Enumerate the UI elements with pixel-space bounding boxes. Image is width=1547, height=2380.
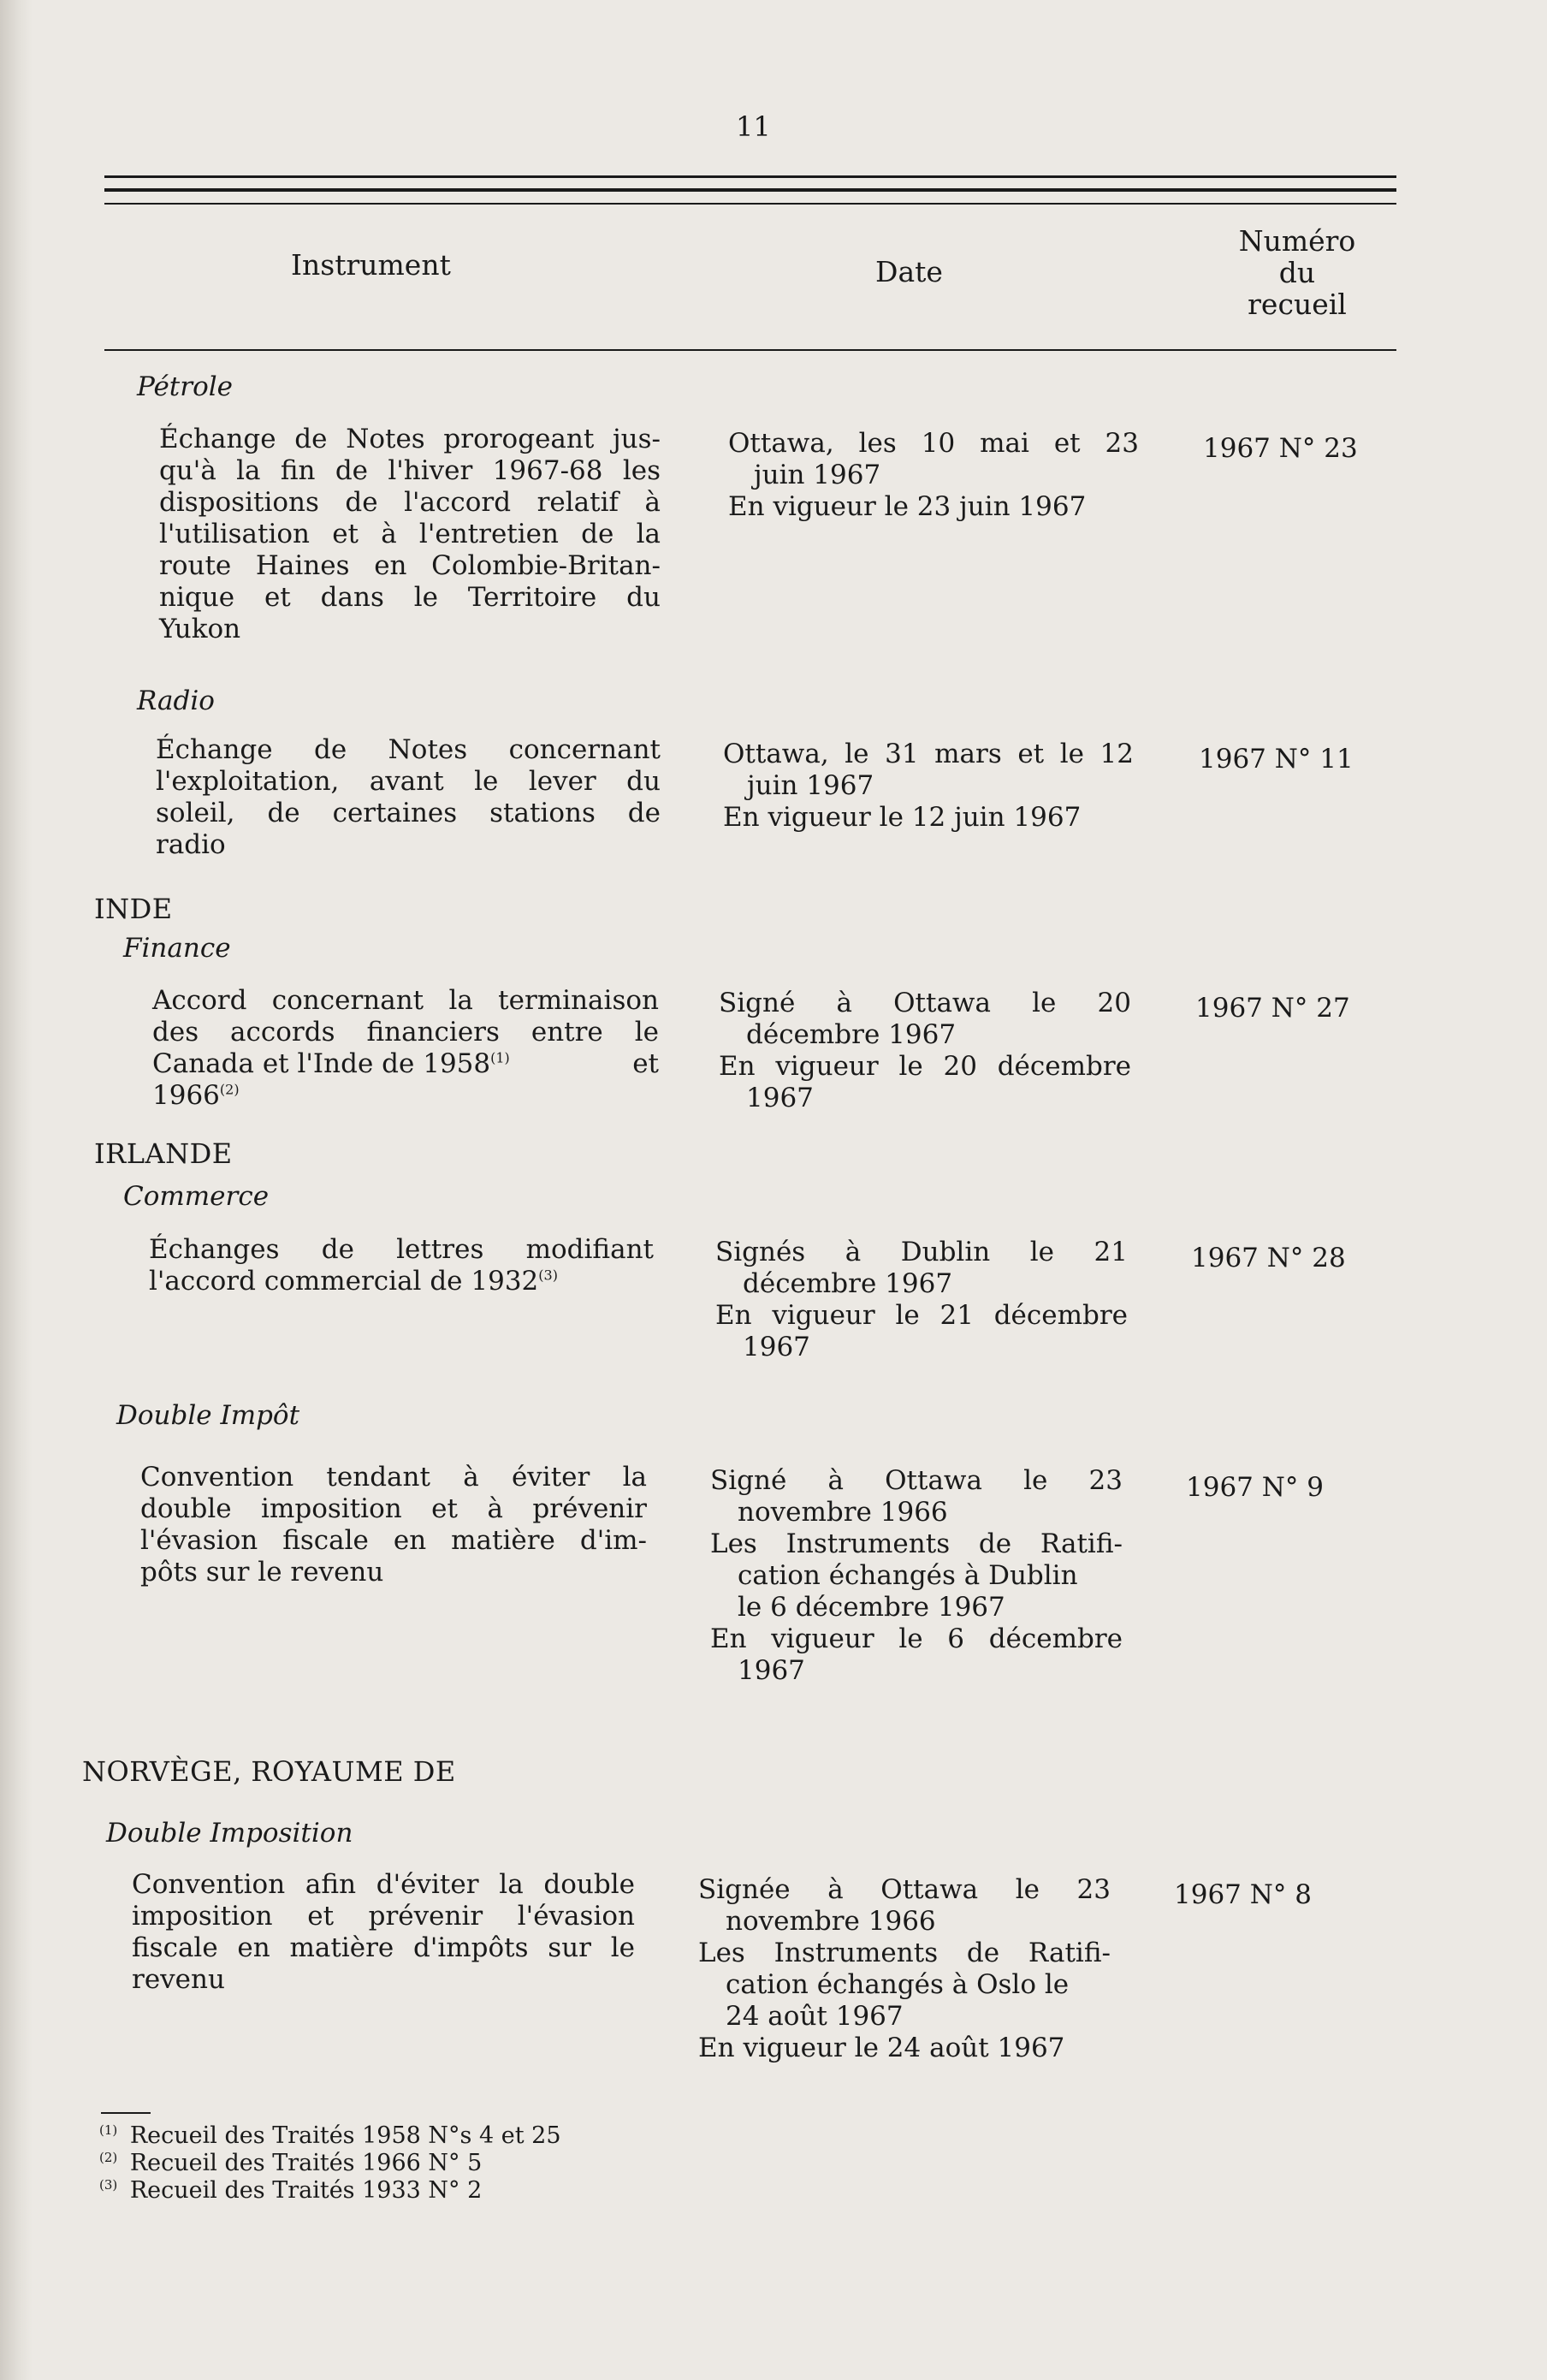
subheading-double-imposition: Double Imposition: [106, 1818, 353, 1849]
country-norvege: NORVÈGE, ROYAUME DE: [82, 1755, 456, 1788]
instrument-radio: Échange de Notes concernant l'exploitation, avant le lever du soleil, de certaines stations de radio: [156, 734, 661, 860]
page-binding-edge: [0, 0, 33, 2380]
footnote-1: $^{(1)}$ Recueil des Traités 1958 N°s 4 et 25: [99, 2122, 561, 2149]
subheading-petrole: Pétrole: [137, 371, 234, 402]
instrument-double-impot: Convention tendant à éviter la double imposition et à prévenir l'évasion fiscale en matière d'im- pôts sur le revenu: [140, 1462, 647, 1588]
subheading-finance: Finance: [123, 933, 231, 964]
header-top-rule-thin: [104, 203, 1396, 205]
footnote-ref-3: (3): [538, 1267, 558, 1284]
date-inde: Signé à Ottawa le 20 décembre 1967 En vigueur le 20 décembre 1967: [719, 988, 1131, 1113]
instrument-irlande: Échanges de lettres modifiant l'accord commercial de 1932$^{(3)}$: [149, 1234, 654, 1297]
instrument-inde-line3: Canada et l'Inde de 1958: [152, 1048, 491, 1079]
country-inde: INDE: [94, 893, 173, 925]
subheading-double-impot: Double Impôt: [116, 1400, 300, 1431]
numero-norvege: 1967 N° 8: [1174, 1879, 1312, 1910]
header-bottom-rule: [104, 349, 1396, 351]
date-irlande: Signés à Dublin le 21 décembre 1967 En vigueur le 21 décembre 1967: [715, 1237, 1128, 1362]
column-header-numero: Numéro du recueil: [1238, 224, 1356, 321]
instrument-norvege: Convention afin d'éviter la double imposition et prévenir l'évasion fiscale en matière d'impôts sur le revenu: [132, 1869, 635, 1995]
date-double-impot: Signé à Ottawa le 23 novembre 1966 Les Instruments de Ratifi- cation échangés à Dublin le 6 décembre 1967 En vigueur le 6 décembre 1967: [710, 1465, 1123, 1686]
date-petrole: Ottawa, les 10 mai et 23 juin 1967 En vigueur le 23 juin 1967: [728, 428, 1139, 522]
header-top-rule: [104, 175, 1396, 178]
numero-inde: 1967 N° 27: [1195, 993, 1350, 1024]
date-norvege: Signée à Ottawa le 23 novembre 1966 Les Instruments de Ratifi- cation échangés à Oslo le 24 août 1967 En vigueur le 24 août 1967: [698, 1874, 1111, 2063]
instrument-inde-and: et: [632, 1048, 659, 1079]
country-irlande: IRLANDE: [94, 1137, 233, 1170]
footnote-2: $^{(2)}$ Recueil des Traités 1966 N° 5: [99, 2150, 483, 2176]
column-header-instrument: Instrument: [291, 248, 451, 282]
numero-double-impot: 1967 N° 9: [1186, 1472, 1324, 1503]
numero-radio: 1967 N° 11: [1199, 744, 1354, 775]
instrument-inde: Accord concernant la terminaison des accords financiers entre le Canada et l'Inde de 1958$^{(1)}$ et 1966$^{(2)}$: [152, 985, 659, 1111]
instrument-petrole: Échange de Notes prorogeant jus- qu'à la fin de l'hiver 1967-68 les dispositions de l'accord relatif à l'utilisation et à l'entretien de la route Haines en Colombie-Britan- nique et dans le Territoire du Yukon: [159, 424, 661, 644]
column-header-date: Date: [875, 255, 943, 288]
footnote-ref-1: (1): [490, 1049, 510, 1066]
subheading-commerce: Commerce: [123, 1181, 270, 1212]
footnote-rule: [101, 2112, 151, 2114]
page-number: 11: [736, 110, 771, 143]
date-radio: Ottawa, le 31 mars et le 12 juin 1967 En vigueur le 12 juin 1967: [723, 739, 1134, 833]
footnote-3: $^{(3)}$ Recueil des Traités 1933 N° 2: [99, 2177, 483, 2204]
subheading-radio: Radio: [137, 686, 215, 716]
footnote-ref-2: (2): [219, 1081, 240, 1098]
numero-petrole: 1967 N° 23: [1203, 433, 1358, 464]
header-top-rule-thick: [104, 188, 1396, 192]
numero-irlande: 1967 N° 28: [1191, 1243, 1346, 1273]
